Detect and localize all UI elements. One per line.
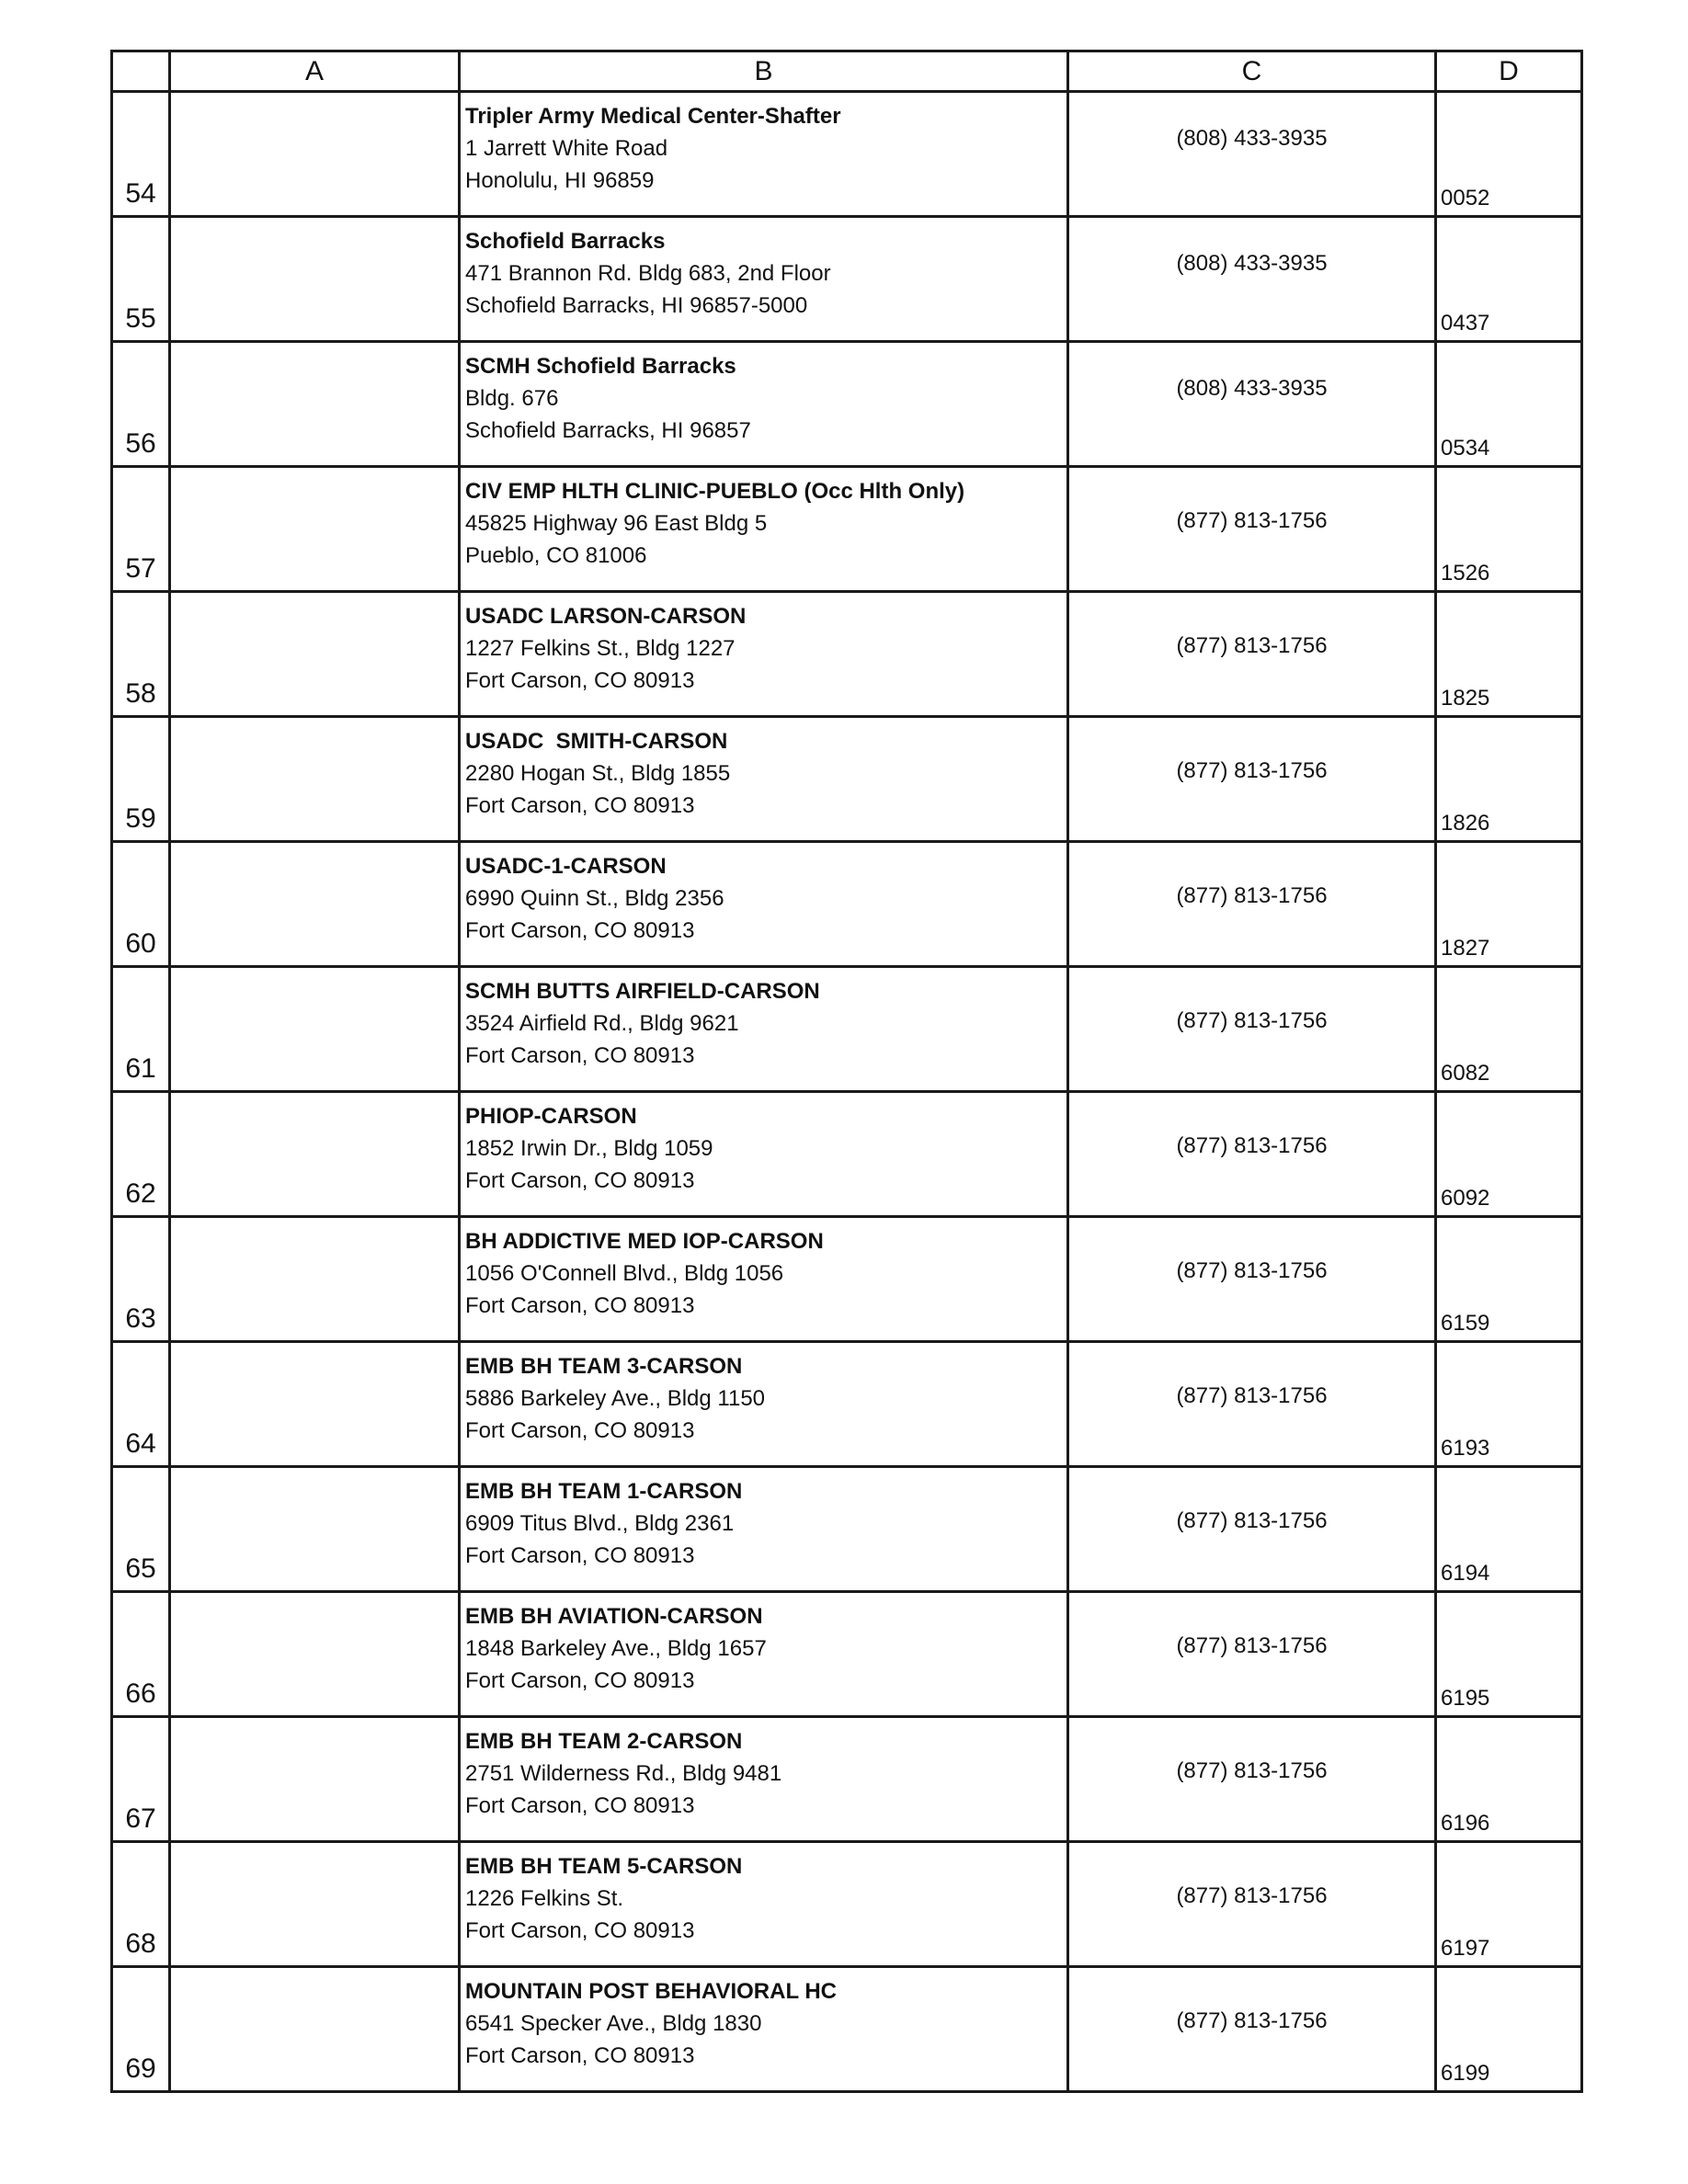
address-line-2: Schofield Barracks, HI 96857-5000 <box>465 293 808 318</box>
address-line-1: 45825 Highway 96 East Bldg 5 <box>465 511 768 536</box>
table-row <box>112 1717 1582 1842</box>
cell-phone[interactable] <box>1068 1842 1436 1967</box>
cell-code[interactable]: 6159 <box>1436 1217 1582 1342</box>
address-line-2: Fort Carson, CO 80913 <box>465 1418 695 1443</box>
cell-code[interactable]: 6194 <box>1436 1467 1582 1592</box>
row-number[interactable]: 58 <box>112 592 170 717</box>
cell-phone[interactable] <box>1068 1467 1436 1592</box>
address-line-2: Fort Carson, CO 80913 <box>465 793 695 818</box>
cell-phone[interactable] <box>1068 717 1436 842</box>
facility-name: EMB BH TEAM 1-CARSON <box>465 1479 743 1504</box>
address-line-2: Fort Carson, CO 80913 <box>465 1168 695 1193</box>
table-row <box>112 342 1582 467</box>
cell-phone[interactable] <box>1068 1717 1436 1842</box>
facility-name: SCMH BUTTS AIRFIELD-CARSON <box>465 979 820 1004</box>
address-line-1: Bldg. 676 <box>465 386 559 411</box>
cell-address[interactable] <box>460 1217 1068 1342</box>
cell-code[interactable]: 1827 <box>1436 842 1582 967</box>
address-line-2: Honolulu, HI 96859 <box>465 168 655 193</box>
facility-name: MOUNTAIN POST BEHAVIORAL HC <box>465 1979 838 2004</box>
cell-a[interactable] <box>170 967 460 1092</box>
row-number[interactable]: 54 <box>112 92 170 217</box>
cell-phone[interactable] <box>1068 1092 1436 1217</box>
phone-number: (877) 813-1756 <box>1176 633 1328 658</box>
cell-address[interactable] <box>460 92 1068 217</box>
table-row <box>112 1217 1582 1342</box>
cell-address[interactable] <box>460 1342 1068 1467</box>
table-row <box>112 92 1582 217</box>
cell-a[interactable] <box>170 467 460 592</box>
table-row <box>112 967 1582 1092</box>
cell-phone[interactable] <box>1068 217 1436 342</box>
facility-name: EMB BH TEAM 3-CARSON <box>465 1354 743 1379</box>
cell-address[interactable] <box>460 1592 1068 1717</box>
phone-number: (877) 813-1756 <box>1176 1258 1328 1283</box>
facility-name: CIV EMP HLTH CLINIC-PUEBLO (Occ Hlth Only) <box>465 479 965 504</box>
cell-address[interactable] <box>460 842 1068 967</box>
address-line-2: Fort Carson, CO 80913 <box>465 1543 695 1568</box>
phone-number: (877) 813-1756 <box>1176 1008 1328 1033</box>
cell-a[interactable] <box>170 217 460 342</box>
address-line-2: Fort Carson, CO 80913 <box>465 1918 695 1943</box>
address-line-2: Fort Carson, CO 80913 <box>465 1293 695 1318</box>
phone-number: (808) 433-3935 <box>1176 376 1328 401</box>
cell-code[interactable]: 6195 <box>1436 1592 1582 1717</box>
phone-number: (877) 813-1756 <box>1176 1883 1328 1908</box>
cell-a[interactable] <box>170 342 460 467</box>
facility-name: Tripler Army Medical Center-Shafter <box>465 104 841 129</box>
row-number[interactable]: 67 <box>112 1717 170 1842</box>
cell-a[interactable] <box>170 842 460 967</box>
phone-number: (877) 813-1756 <box>1176 1633 1328 1658</box>
cell-phone[interactable] <box>1068 1217 1436 1342</box>
cell-code[interactable]: 6199 <box>1436 1967 1582 2092</box>
cell-code[interactable]: 6193 <box>1436 1342 1582 1467</box>
cell-address[interactable] <box>460 1467 1068 1592</box>
facility-name: BH ADDICTIVE MED IOP-CARSON <box>465 1229 824 1254</box>
cell-phone[interactable] <box>1068 1342 1436 1467</box>
facility-name: USADC-1-CARSON <box>465 854 667 879</box>
spreadsheet-table <box>110 50 1583 2093</box>
cell-address[interactable] <box>460 592 1068 717</box>
row-number[interactable]: 56 <box>112 342 170 467</box>
address-line-1: 1848 Barkeley Ave., Bldg 1657 <box>465 1636 767 1661</box>
cell-a[interactable] <box>170 1342 460 1467</box>
address-line-1: 1 Jarrett White Road <box>465 136 668 161</box>
table-row <box>112 1842 1582 1967</box>
column-header-row <box>112 51 1582 92</box>
table-row <box>112 1467 1582 1592</box>
address-line-1: 2280 Hogan St., Bldg 1855 <box>465 761 731 786</box>
cell-code[interactable]: 6082 <box>1436 967 1582 1092</box>
cell-phone[interactable] <box>1068 1967 1436 2092</box>
address-line-1: 5886 Barkeley Ave., Bldg 1150 <box>465 1386 766 1411</box>
cell-phone[interactable] <box>1068 1592 1436 1717</box>
phone-number: (877) 813-1756 <box>1176 2008 1328 2033</box>
address-line-2: Schofield Barracks, HI 96857 <box>465 418 751 443</box>
cell-phone[interactable] <box>1068 967 1436 1092</box>
phone-number: (877) 813-1756 <box>1176 883 1328 908</box>
cell-address[interactable] <box>460 717 1068 842</box>
cell-a[interactable] <box>170 592 460 717</box>
column-header-c[interactable]: C <box>1068 51 1436 92</box>
address-line-2: Fort Carson, CO 80913 <box>465 1668 695 1693</box>
address-line-2: Pueblo, CO 81006 <box>465 543 647 568</box>
cell-address[interactable] <box>460 467 1068 592</box>
address-line-2: Fort Carson, CO 80913 <box>465 2043 695 2068</box>
address-line-1: 1227 Felkins St., Bldg 1227 <box>465 636 736 661</box>
cell-a[interactable] <box>170 1467 460 1592</box>
table-row <box>112 1967 1582 2092</box>
cell-a[interactable] <box>170 1092 460 1217</box>
cell-code[interactable]: 6092 <box>1436 1092 1582 1217</box>
phone-number: (877) 813-1756 <box>1176 1508 1328 1533</box>
row-number[interactable]: 59 <box>112 717 170 842</box>
cell-address[interactable] <box>460 1717 1068 1842</box>
row-number[interactable]: 65 <box>112 1467 170 1592</box>
cell-a[interactable] <box>170 1717 460 1842</box>
facility-name: EMB BH TEAM 2-CARSON <box>465 1729 743 1754</box>
cell-address[interactable] <box>460 1842 1068 1967</box>
cell-a[interactable] <box>170 1217 460 1342</box>
address-line-1: 1226 Felkins St. <box>465 1886 624 1911</box>
cell-address[interactable] <box>460 967 1068 1092</box>
cell-address[interactable] <box>460 217 1068 342</box>
row-number[interactable]: 60 <box>112 842 170 967</box>
address-line-1: 6541 Specker Ave., Bldg 1830 <box>465 2011 762 2036</box>
facility-name: PHIOP-CARSON <box>465 1104 637 1129</box>
table-row <box>112 467 1582 592</box>
cell-code[interactable]: 6196 <box>1436 1717 1582 1842</box>
row-number[interactable]: 68 <box>112 1842 170 1967</box>
facility-name: EMB BH AVIATION-CARSON <box>465 1604 763 1629</box>
address-line-1: 3524 Airfield Rd., Bldg 9621 <box>465 1011 739 1036</box>
table-row <box>112 717 1582 842</box>
row-number[interactable]: 63 <box>112 1217 170 1342</box>
phone-number: (877) 813-1756 <box>1176 1758 1328 1783</box>
cell-phone[interactable] <box>1068 342 1436 467</box>
address-line-1: 6909 Titus Blvd., Bldg 2361 <box>465 1511 735 1536</box>
row-number[interactable]: 55 <box>112 217 170 342</box>
address-line-1: 6990 Quinn St., Bldg 2356 <box>465 886 724 911</box>
row-number[interactable]: 62 <box>112 1092 170 1217</box>
column-header-d[interactable]: D <box>1436 51 1582 92</box>
cell-phone[interactable] <box>1068 592 1436 717</box>
cell-code[interactable]: 1826 <box>1436 717 1582 842</box>
phone-number: (808) 433-3935 <box>1176 126 1328 151</box>
row-number[interactable]: 64 <box>112 1342 170 1467</box>
address-line-2: Fort Carson, CO 80913 <box>465 1043 695 1068</box>
cell-code[interactable]: 6197 <box>1436 1842 1582 1967</box>
table-row <box>112 1342 1582 1467</box>
cell-a[interactable] <box>170 92 460 217</box>
address-line-1: 471 Brannon Rd. Bldg 683, 2nd Floor <box>465 261 831 286</box>
cell-code[interactable]: 0534 <box>1436 342 1582 467</box>
table-row <box>112 842 1582 967</box>
corner-header[interactable] <box>112 51 170 92</box>
table-row <box>112 217 1582 342</box>
cell-address[interactable] <box>460 1092 1068 1217</box>
cell-a[interactable] <box>170 1842 460 1967</box>
cell-a[interactable] <box>170 1592 460 1717</box>
facility-name: SCMH Schofield Barracks <box>465 354 736 379</box>
cell-a[interactable] <box>170 1967 460 2092</box>
table-row <box>112 1092 1582 1217</box>
row-number[interactable]: 57 <box>112 467 170 592</box>
table-body <box>112 92 1582 2092</box>
address-line-2: Fort Carson, CO 80913 <box>465 1793 695 1818</box>
address-line-1: 1852 Irwin Dr., Bldg 1059 <box>465 1136 713 1161</box>
cell-address[interactable] <box>460 1967 1068 2092</box>
cell-phone[interactable] <box>1068 467 1436 592</box>
phone-number: (877) 813-1756 <box>1176 758 1328 783</box>
facility-name: EMB BH TEAM 5-CARSON <box>465 1854 743 1879</box>
facility-name: USADC SMITH-CARSON <box>465 729 728 754</box>
phone-number: (877) 813-1756 <box>1176 1133 1328 1158</box>
row-number[interactable]: 61 <box>112 967 170 1092</box>
phone-number: (877) 813-1756 <box>1176 508 1328 533</box>
address-line-1: 2751 Wilderness Rd., Bldg 9481 <box>465 1761 782 1786</box>
cell-code[interactable]: 0437 <box>1436 217 1582 342</box>
address-line-2: Fort Carson, CO 80913 <box>465 668 695 693</box>
table-row <box>112 1592 1582 1717</box>
phone-number: (877) 813-1756 <box>1176 1383 1328 1408</box>
table-row <box>112 592 1582 717</box>
cell-code[interactable]: 0052 <box>1436 92 1582 217</box>
cell-phone[interactable] <box>1068 92 1436 217</box>
row-number[interactable]: 69 <box>112 1967 170 2092</box>
facility-name: USADC LARSON-CARSON <box>465 604 747 629</box>
cell-code[interactable]: 1526 <box>1436 467 1582 592</box>
column-header-a[interactable]: A <box>170 51 460 92</box>
cell-phone[interactable] <box>1068 842 1436 967</box>
phone-number: (808) 433-3935 <box>1176 251 1328 276</box>
column-header-b[interactable]: B <box>460 51 1068 92</box>
cell-address[interactable] <box>460 342 1068 467</box>
row-number[interactable]: 66 <box>112 1592 170 1717</box>
cell-code[interactable]: 1825 <box>1436 592 1582 717</box>
facility-name: Schofield Barracks <box>465 229 666 254</box>
address-line-1: 1056 O'Connell Blvd., Bldg 1056 <box>465 1261 784 1286</box>
cell-a[interactable] <box>170 717 460 842</box>
address-line-2: Fort Carson, CO 80913 <box>465 918 695 943</box>
